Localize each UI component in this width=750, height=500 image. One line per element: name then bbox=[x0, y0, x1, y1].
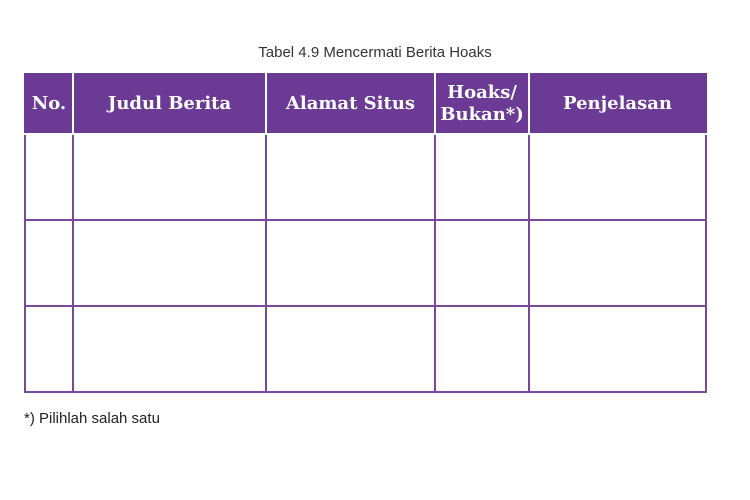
news-hoax-table bbox=[24, 73, 707, 393]
table-cell[interactable] bbox=[266, 220, 435, 306]
table-caption: Tabel 4.9 Mencermati Berita Hoaks bbox=[258, 44, 492, 61]
table-row bbox=[25, 220, 706, 306]
header-hoaks-bukan: Hoaks/ Bukan*) bbox=[435, 74, 529, 134]
table-header-row bbox=[25, 74, 706, 134]
table-cell[interactable] bbox=[266, 134, 435, 220]
table-row bbox=[25, 134, 706, 220]
table-cell[interactable] bbox=[266, 306, 435, 392]
header-judul-berita: Judul Berita bbox=[73, 74, 266, 134]
table-cell[interactable] bbox=[529, 306, 706, 392]
header-penjelasan: Penjelasan bbox=[529, 74, 706, 134]
table-cell[interactable] bbox=[73, 134, 266, 220]
header-no: No. bbox=[25, 74, 73, 134]
header-alamat-situs: Alamat Situs bbox=[266, 74, 435, 134]
table-cell[interactable] bbox=[529, 220, 706, 306]
table-cell[interactable] bbox=[25, 220, 73, 306]
table-cell[interactable] bbox=[25, 134, 73, 220]
table-cell[interactable] bbox=[25, 306, 73, 392]
table-cell[interactable] bbox=[529, 134, 706, 220]
table-row bbox=[25, 306, 706, 392]
table-cell[interactable] bbox=[435, 220, 529, 306]
footnote: *) Pilihlah salah satu bbox=[24, 410, 160, 427]
table-cell[interactable] bbox=[73, 220, 266, 306]
table-cell[interactable] bbox=[73, 306, 266, 392]
table-cell[interactable] bbox=[435, 306, 529, 392]
table-cell[interactable] bbox=[435, 134, 529, 220]
